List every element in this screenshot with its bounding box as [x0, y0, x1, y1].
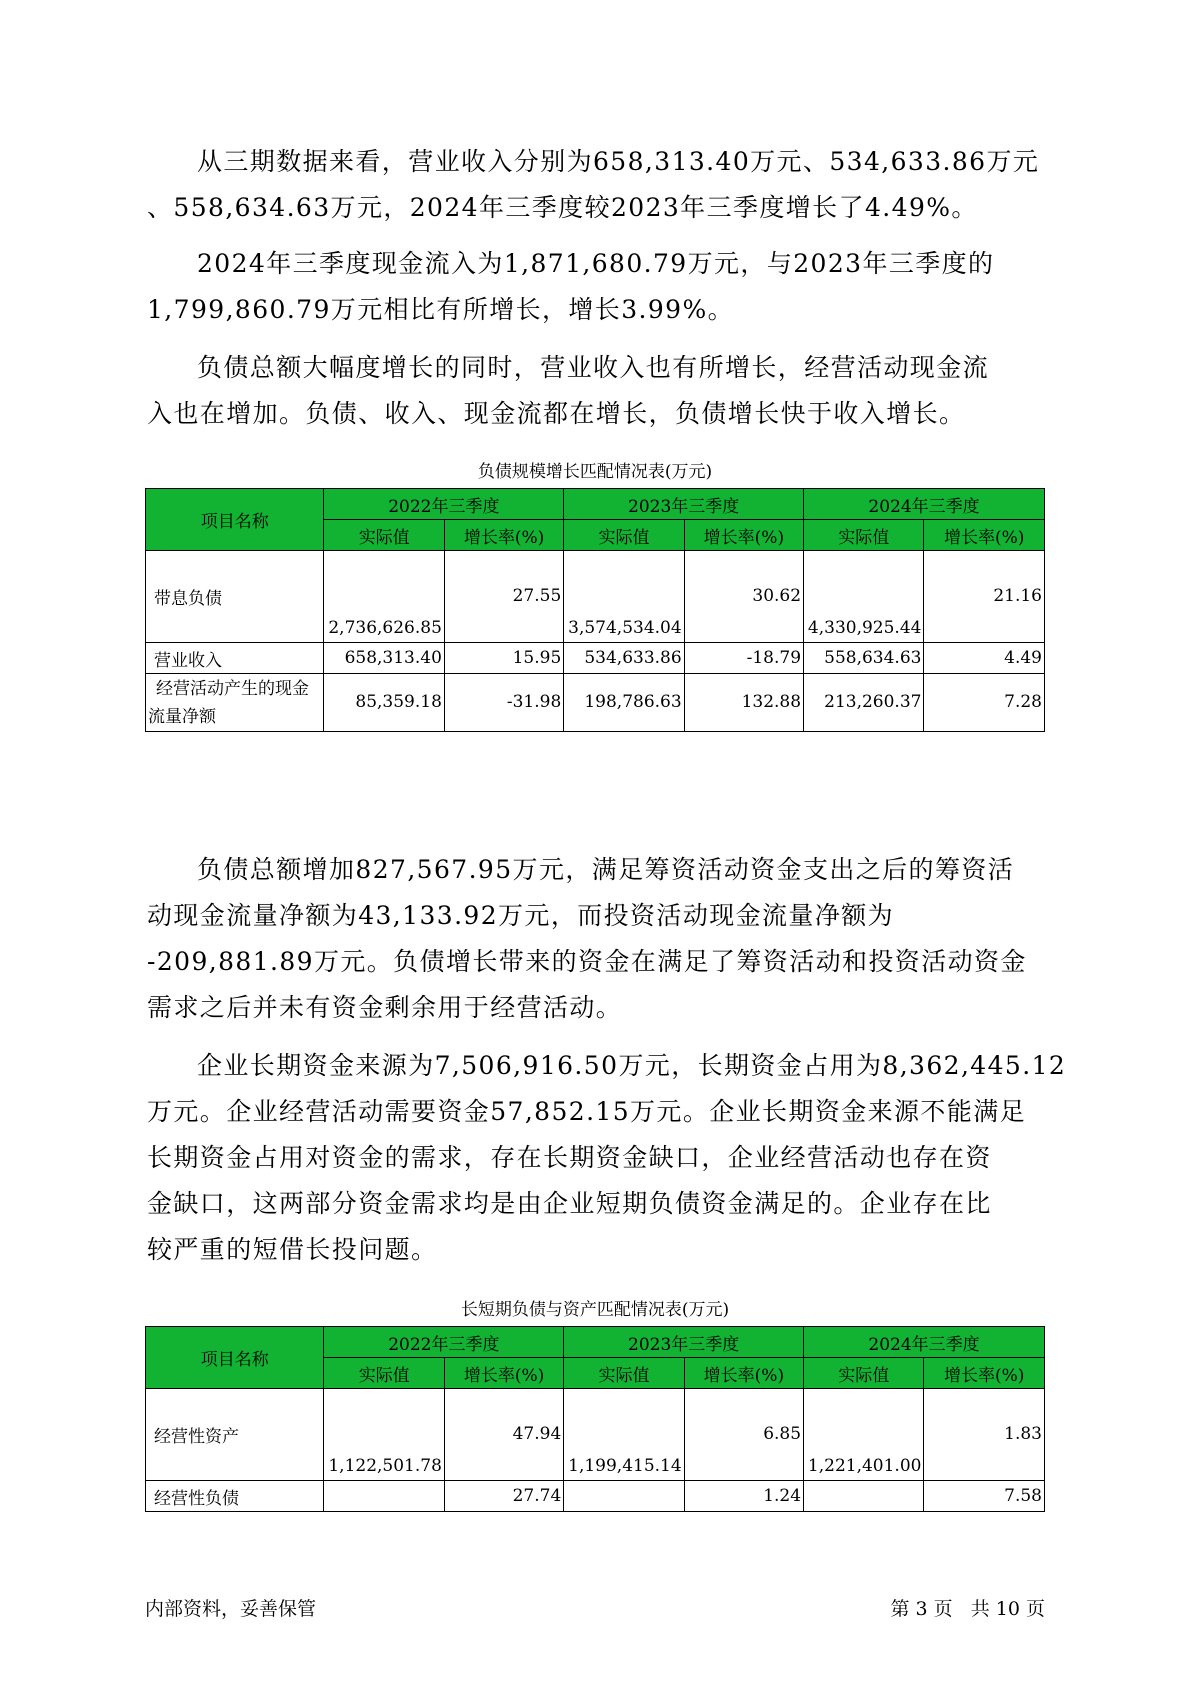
cell-value: 27.55: [444, 551, 563, 643]
row-name: 经营性负债: [146, 1481, 324, 1512]
asset-liability-table: [145, 1326, 1045, 1512]
cell-value: 1.83: [924, 1389, 1045, 1481]
row-name: 带息负债: [146, 551, 324, 643]
table-row: [146, 1389, 1045, 1481]
header-period: 2024年三季度: [804, 1327, 1045, 1358]
header-period: 2022年三季度: [324, 489, 564, 520]
paragraph-long-term-funds: [147, 1043, 1067, 1273]
paragraph-debt-increase: [147, 847, 1047, 1031]
header-actual: 实际值: [804, 1358, 924, 1389]
cell-value: 15.95: [444, 643, 563, 674]
cell-value: -31.98: [444, 674, 563, 732]
header-actual: 实际值: [804, 520, 924, 551]
text-line: 负债总额增加827,567.95万元，满足筹资活动资金支出之后的筹资活: [197, 855, 1015, 884]
cell-value: [324, 1481, 444, 1512]
table-row: [146, 551, 1045, 643]
header-growth: 增长率(%): [924, 520, 1045, 551]
footer-page-number: 第 3 页 共 10 页: [890, 1598, 1045, 1620]
cell-value: 21.16: [924, 551, 1045, 643]
cell-value: 213,260.37: [804, 674, 924, 732]
cell-value: 1,199,415.14: [564, 1389, 684, 1481]
header-growth: 增长率(%): [444, 520, 563, 551]
cell-value: 7.28: [924, 674, 1045, 732]
row-name: 营业收入: [146, 643, 324, 674]
paragraph-growth-summary: [147, 345, 1047, 437]
text-line: 、558,634.63万元，2024年三季度较2023年三季度增长了4.49%。: [147, 193, 978, 222]
cell-value: 47.94: [444, 1389, 563, 1481]
cell-value: 3,574,534.04: [564, 551, 684, 643]
text-line: -209,881.89万元。负债增长带来的资金在满足了筹资活动和投资活动资金: [147, 947, 1027, 976]
table-caption: 负债规模增长匹配情况表(万元): [477, 462, 713, 482]
cell-value: 4.49: [924, 643, 1045, 674]
cell-value: 1,221,401.00: [804, 1389, 924, 1481]
cell-value: 30.62: [684, 551, 803, 643]
header-growth: 增长率(%): [444, 1358, 563, 1389]
cell-value: 1,122,501.78: [324, 1389, 444, 1481]
debt-growth-table: [145, 488, 1045, 732]
cell-value: 85,359.18: [324, 674, 444, 732]
header-growth: 增长率(%): [924, 1358, 1045, 1389]
footer-confidential-note: 内部资料，妥善保管: [145, 1598, 317, 1620]
cell-value: 1.24: [684, 1481, 803, 1512]
header-period: 2023年三季度: [564, 1327, 804, 1358]
cell-value: 7.58: [924, 1481, 1045, 1512]
header-growth: 增长率(%): [684, 520, 803, 551]
header-item-name: 项目名称: [146, 489, 324, 551]
table-row: [146, 643, 1045, 674]
text-line: 从三期数据来看，营业收入分别为658,313.40万元、534,633.86万元: [197, 147, 1040, 176]
table-row: [146, 674, 1045, 732]
cell-value: 6.85: [684, 1389, 803, 1481]
cell-value: 658,313.40: [324, 643, 444, 674]
text-line: 入也在增加。负债、收入、现金流都在增长，负债增长快于收入增长。: [147, 399, 966, 428]
cell-value: 27.74: [444, 1481, 563, 1512]
paragraph-revenue: [147, 139, 1047, 231]
text-line: 企业长期资金来源为7,506,916.50万元，长期资金占用为8,362,445.12: [197, 1051, 1067, 1080]
header-actual: 实际值: [324, 520, 444, 551]
cell-value: [564, 1481, 684, 1512]
text-line: 较严重的短借长投问题。: [147, 1235, 438, 1264]
row-name: 经营活动产生的现金流量净额: [146, 674, 324, 732]
cell-value: 132.88: [684, 674, 803, 732]
text-line: 需求之后并未有资金剩余用于经营活动。: [147, 993, 623, 1022]
cell-value: 4,330,925.44: [804, 551, 924, 643]
cell-value: 534,633.86: [564, 643, 684, 674]
paragraph-cash-inflow: [147, 241, 1047, 333]
header-actual: 实际值: [324, 1358, 444, 1389]
cell-value: 558,634.63: [804, 643, 924, 674]
text-line: 动现金流量净额为43,133.92万元，而投资活动现金流量净额为: [147, 901, 895, 930]
cell-value: [804, 1481, 924, 1512]
cell-value: 198,786.63: [564, 674, 684, 732]
header-actual: 实际值: [564, 520, 684, 551]
header-actual: 实际值: [564, 1358, 684, 1389]
header-period: 2024年三季度: [804, 489, 1045, 520]
text-line: 负债总额大幅度增长的同时，营业收入也有所增长，经营活动现金流: [197, 353, 990, 382]
cell-value: -18.79: [684, 643, 803, 674]
header-item-name: 项目名称: [146, 1327, 324, 1389]
cell-value: 2,736,626.85: [324, 551, 444, 643]
text-line: 1,799,860.79万元相比有所增长，增长3.99%。: [147, 295, 735, 324]
header-growth: 增长率(%): [684, 1358, 803, 1389]
table-caption: 长短期负债与资产匹配情况表(万元): [460, 1300, 730, 1320]
header-period: 2022年三季度: [324, 1327, 564, 1358]
text-line: 金缺口，这两部分资金需求均是由企业短期负债资金满足的。企业存在比: [147, 1189, 992, 1218]
text-line: 长期资金占用对资金的需求，存在长期资金缺口，企业经营活动也存在资: [147, 1143, 992, 1172]
table-row: [146, 1481, 1045, 1512]
text-line: 万元。企业经营活动需要资金57,852.15万元。企业长期资金来源不能满足: [147, 1097, 1027, 1126]
row-name: 经营性资产: [146, 1389, 324, 1481]
header-period: 2023年三季度: [564, 489, 804, 520]
text-line: 2024年三季度现金流入为1,871,680.79万元，与2023年三季度的: [197, 249, 995, 278]
